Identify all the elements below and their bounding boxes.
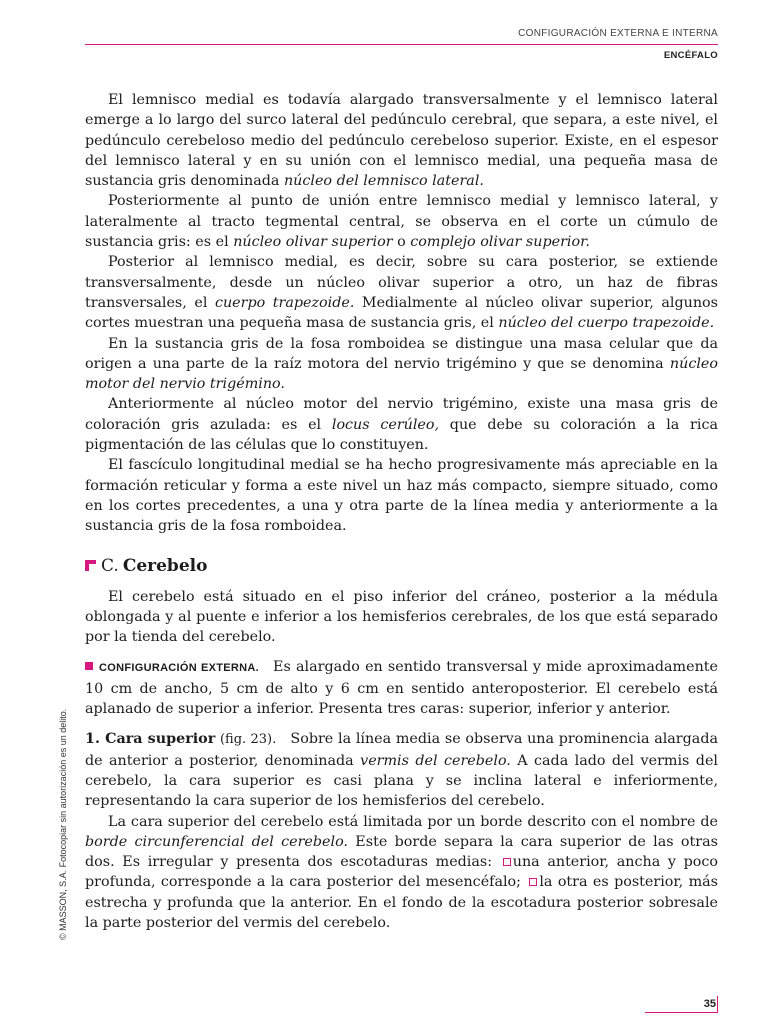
paragraph: En la sustancia gris de la fosa romboidea se distingue una masa celular que da origen a una parte de la raíz motora del nervio trigémino y que se denomina núcleo motor del nervio trigémino. bbox=[85, 335, 718, 393]
page-number: 35 bbox=[703, 998, 716, 1010]
figure-reference: (fig. 23). bbox=[219, 732, 277, 748]
header-rule bbox=[85, 44, 718, 45]
running-subheader: ENCÉFALO bbox=[663, 50, 718, 61]
paragraph: Posteriormente al punto de unión entre lemnisco medial y lemnisco lateral, y lateralmente al tracto tegmental central, se observa en el corte un cúmulo de sustancia gris: es el núcleo olivar superior o complejo olivar superior. bbox=[85, 193, 718, 251]
section-heading bbox=[85, 555, 718, 577]
section-intro: El cerebelo está situado en el piso inferior del cráneo, posterior a la médula oblongada y al puente e inferior a los hemisferios cerebrales, de los que está separado por la tienda del cerebelo. bbox=[85, 588, 718, 646]
section-title: Cerebelo bbox=[122, 555, 208, 576]
paragraph: Anteriormente al núcleo motor del nervio trigémino, existe una masa gris de coloración gris azulada: es el locus cerúleo, que debe su coloración a la rica pigmentación de las células que lo constituyen. bbox=[85, 396, 718, 454]
square-bullet-icon bbox=[85, 662, 93, 670]
page-body bbox=[85, 90, 718, 933]
box-bullet-icon bbox=[503, 858, 511, 866]
section-marker-icon bbox=[85, 560, 96, 571]
footer-rule bbox=[645, 1012, 718, 1013]
copyright-note: © MASSON, S.A. Fotocopiar sin autorización es un delito. bbox=[58, 708, 68, 940]
item-paragraph: 1. Cara superior (fig. 23). Sobre la línea media se observa una prominencia alargada de anterior a posterior, denominada vermis del cerebelo. A cada lado del vermis del cerebelo, la cara superior es casi plana y se inclina lateral e inferiormente, representando la cara superior de los hemisferios del cerebelo. bbox=[85, 731, 718, 810]
config-label: CONFIGURACIÓN EXTERNA. bbox=[99, 662, 260, 675]
footer-vertical-rule bbox=[717, 996, 718, 1012]
section-letter: C. bbox=[101, 555, 119, 576]
running-header: CONFIGURACIÓN EXTERNA E INTERNA bbox=[518, 28, 718, 39]
config-paragraph: CONFIGURACIÓN EXTERNA. Es alargado en sentido transversal y mide aproximadamente 10 cm de ancho, 5 cm de alto y 6 cm en sentido anteroposterior. El cerebelo está aplanado de superior a inferior. Presenta tres caras: superior, inferior y anterior. bbox=[85, 659, 718, 718]
paragraph: El lemnisco medial es todavía alargado transversalmente y el lemnisco lateral emerge a lo largo del surco lateral del pedúnculo cerebral, que separa, a este nivel, el pedúnculo cerebeloso medio del pedúnculo cerebeloso superior. Existe, en el espesor del lemnisco lateral y en su unión con el lemnisco medial, una pequeña masa de sustancia gris denominada núcleo del lemnisco lateral. bbox=[85, 92, 718, 190]
box-bullet-icon bbox=[529, 878, 537, 886]
item-title: 1. Cara superior bbox=[85, 731, 216, 748]
paragraph: Posterior al lemnisco medial, es decir, sobre su cara posterior, se extiende transversalmente, desde un núcleo olivar superior a otro, un haz de fibras transversales, el cuerpo trapezoide. Medialmente al núcleo olivar superior, algunos cortes muestran una pequeña masa de sustancia gris, el núcleo del cuerpo trapezoide. bbox=[85, 254, 719, 332]
paragraph: La cara superior del cerebelo está limitada por un borde descrito con el nombre de borde circunferencial del cerebelo. Este borde separa la cara superior de las otras dos. Es irregular y presenta dos escotaduras medias: una anterior, ancha y poco profunda, corresponde a la cara posterior del mesencéfalo; la otra es posterior, más estrecha y profunda que la anterior. En el fondo de la escotadura posterior sobresale la parte posterior del vermis del cerebelo. bbox=[85, 813, 718, 931]
paragraph: El fascículo longitudinal medial se ha hecho progresivamente más apreciable en la formación reticular y forma a este nivel un haz más compacto, siempre situado, como en los cortes precedentes, a una y otra parte de la línea media y anteriormente a la sustancia gris de la fosa romboidea. bbox=[85, 457, 718, 535]
